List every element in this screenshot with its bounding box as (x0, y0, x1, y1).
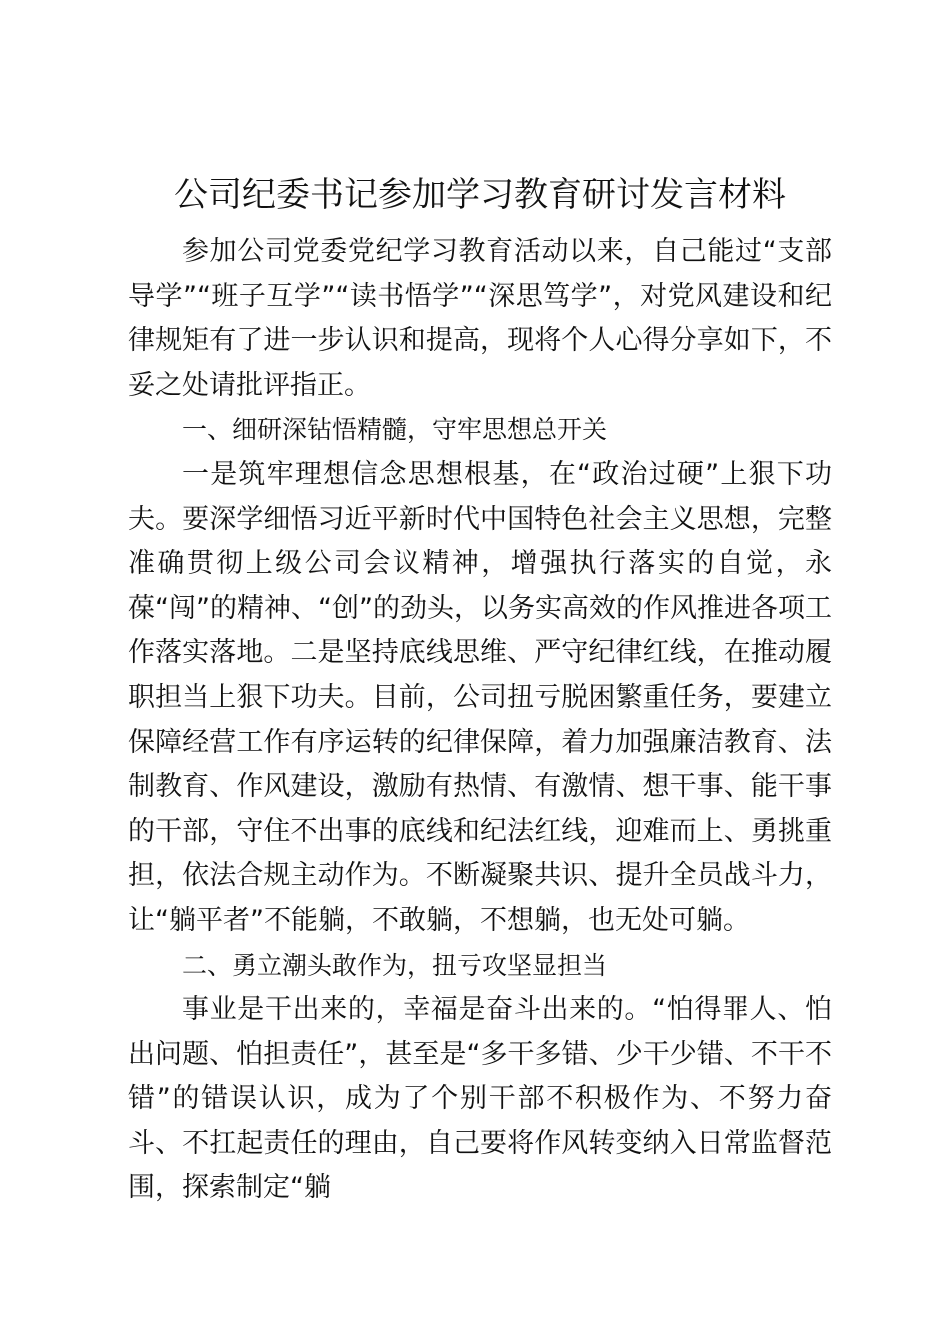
section-heading-1: 一、细研深钻悟精髓，守牢思想总开关 (182, 415, 608, 445)
document-page (128, 170, 832, 1211)
section-2-paragraph: 事业是干出来的，幸福是奋斗出来的。“怕得罪人、怕出问题、怕担责任”，甚至是“多干多错、少干少错、不干不错”的错误认识，成为了个别干部不积极作为、不努力奋斗、不扛起责任的理由，自己要将作风转变纳入日常监督范围，探索制定“躺 (128, 994, 832, 1204)
section-1-paragraph: 一是筑牢理想信念思想根基，在“政治过硬”上狠下功夫。要深学细悟习近平新时代中国特色社会主义思想，完整准确贯彻上级公司会议精神，增强执行落实的自觉，永葆“闯”的精神、“创”的劲头，以务实高效的作风推进各项工作落实落地。二是坚持底线思维、严守纪律红线，在推动履职担当上狠下功夫。目前，公司扭亏脱困繁重任务，要建立保障经营工作有序运转的纪律保障，着力加强廉洁教育、法制教育、作风建设，激励有热情、有激情、想干事、能干事的干部，守住不出事的底线和纪法红线，迎难而上、勇挑重担，依法合规主动作为。不断凝聚共识、提升全员战斗力，让“躺平者”不能躺，不敢躺，不想躺，也无处可躺。 (128, 458, 832, 936)
document-title: 公司纪委书记参加学习教育研讨发言材料 (174, 175, 786, 215)
intro-paragraph: 参加公司党委党纪学习教育活动以来，自己能过“支部导学”“班子互学”“读书悟学”“深思笃学”，对党风建设和纪律规矩有了进一步认识和提高，现将个人心得分享如下，不妥之处请批评指正。 (128, 236, 832, 401)
section-heading-2: 二、勇立潮头敢作为，扭亏攻坚显担当 (182, 950, 608, 980)
